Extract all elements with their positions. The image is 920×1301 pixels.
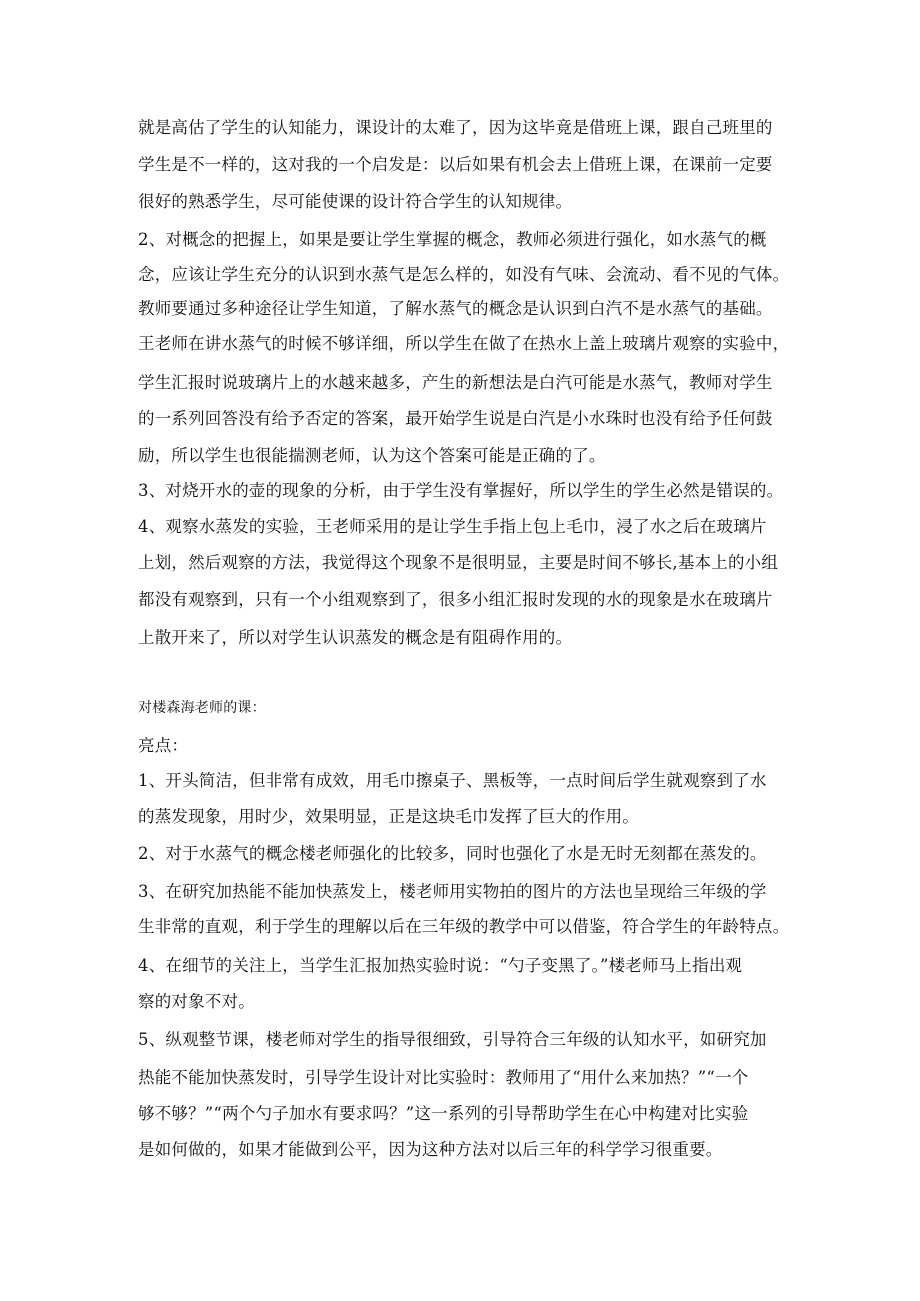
- text-line: 都没有观察到，只有一个小组观察到了，很多小组汇报时发现的水的现象是水在玻璃片: [138, 590, 773, 609]
- text-line: 学生汇报时说玻璃片上的水越来越多，产生的新想法是白汽可能是水蒸气，教师对学生: [138, 373, 773, 392]
- text-line: 2、对于水蒸气的概念楼老师强化的比较多，同时也强化了水是无时无刻都在蒸发的。: [138, 844, 767, 863]
- text-line: 很好的熟悉学生，尽可能使课的设计符合学生的认知规律。: [138, 192, 573, 211]
- text-line: 4、观察水蒸发的实验，王老师采用的是让学生手指上包上毛巾，浸了水之后在玻璃片: [138, 517, 767, 536]
- text-line: 教师要通过多种途径让学生知道，了解水蒸气的概念是认识到白汽不是水蒸气的基础。: [138, 299, 773, 318]
- text-line: 念，应该让学生充分的认识到水蒸气是怎么样的，如没有气味、会流动、看不见的气体。: [138, 265, 790, 284]
- text-line: 学生是不一样的，这对我的一个启发是：以后如果有机会去上借班上课，在课前一定要: [138, 155, 773, 174]
- text-line: 5、纵观整节课，楼老师对学生的指导很细致，引导符合三年级的认知水平，如研究加: [138, 1030, 767, 1049]
- text-line: 2、对概念的把握上，如果是要让学生掌握的概念，教师必须进行强化，如水蒸气的概: [138, 230, 767, 249]
- text-line: 励，所以学生也很能揣测老师，认为这个答案可能是正确的了。: [138, 446, 606, 465]
- text-line: 上散开来了，所以对学生认识蒸发的概念是有阻碍作用的。: [138, 628, 573, 647]
- text-line: 4、在细节的关注上，当学生汇报加热实验时说：“勺子变黑了。”楼老师马上指出观: [138, 956, 743, 975]
- text-line: 是如何做的，如果才能做到公平，因为这种方法对以后三年的科学学习很重要。: [138, 1140, 723, 1159]
- text-line: 上划，然后观察的方法，我觉得这个现象不是很明显，主要是时间不够长,基本上的小组: [138, 553, 779, 572]
- text-line: 就是高估了学生的认知能力，课设计的太难了，因为这毕竟是借班上课，跟自己班里的: [138, 118, 773, 137]
- section-heading: 对楼森海老师的课：: [138, 700, 266, 716]
- text-line: 够不够？”“两个勺子加水有要求吗？”这一系列的引导帮助学生在心中构建对比实验: [138, 1104, 749, 1123]
- text-line: 3、对烧开水的壶的现象的分析，由于学生没有掌握好，所以学生的学生必然是错误的。: [138, 481, 784, 500]
- text-line: 1、开头简洁，但非常有成效，用毛巾擦桌子、黑板等，一点时间后学生就观察到了水: [138, 771, 767, 790]
- text-line: 察的对象不对。: [138, 992, 255, 1011]
- text-line: 生非常的直观，利于学生的理解以后在三年级的教学中可以借鉴，符合学生的年龄特点。: [138, 917, 790, 936]
- text-line: 的一系列回答没有给予否定的答案，最开始学生说是白汽是小水珠时也没有给予任何鼓: [138, 409, 773, 428]
- text-line: 3、在研究加热能不能加快蒸发上，楼老师用实物拍的图片的方法也呈现给三年级的学: [138, 882, 767, 901]
- text-line: 热能不能加快蒸发时，引导学生设计对比实验时：教师用了“用什么来加热？”“一个: [138, 1068, 749, 1087]
- text-line: 王老师在讲水蒸气的时候不够详细，所以学生在做了在热水上盖上玻璃片观察的实验中，: [138, 334, 790, 353]
- subheading: 亮点：: [138, 736, 189, 755]
- text-line: 的蒸发现象，用时少，效果明显，正是这块毛巾发挥了巨大的作用。: [138, 807, 639, 826]
